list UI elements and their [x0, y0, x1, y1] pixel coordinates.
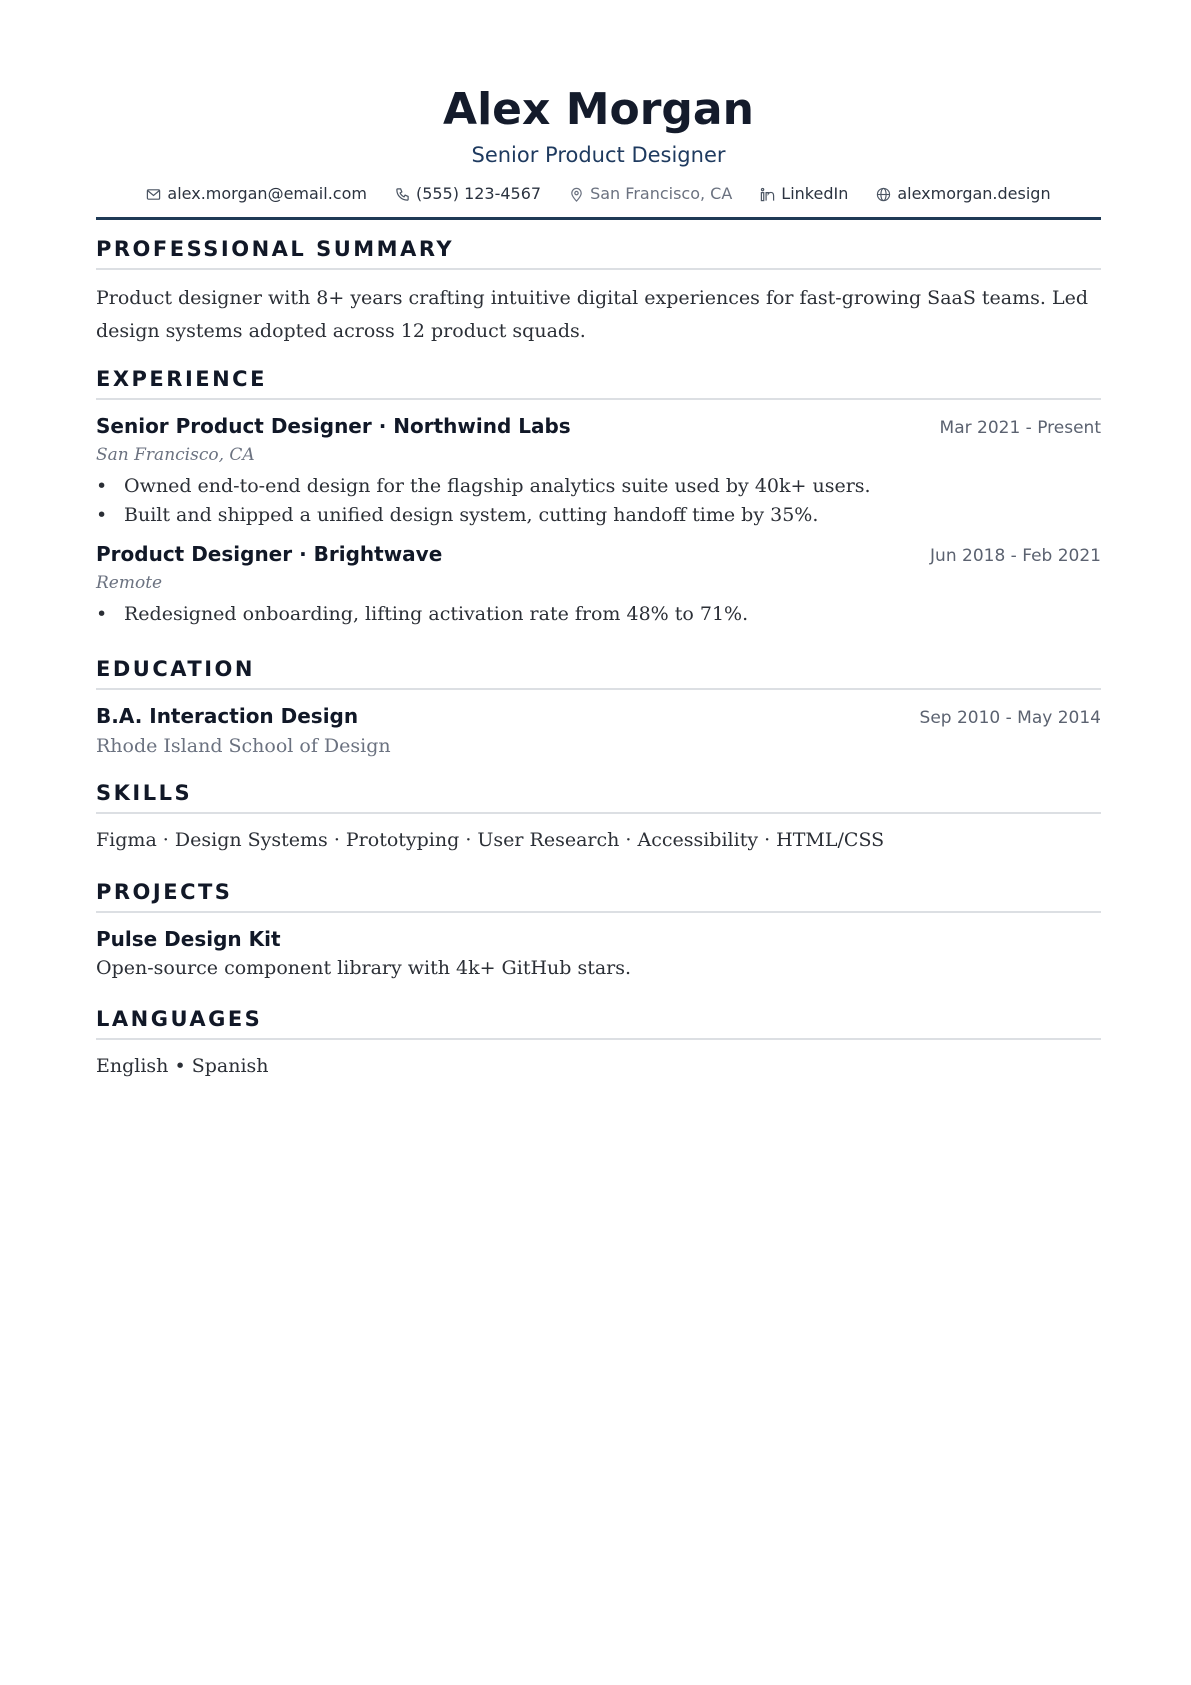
skills-heading: SKILLS: [96, 779, 1101, 814]
summary-heading: PROFESSIONAL SUMMARY: [96, 235, 1101, 270]
education-entry: [96, 702, 1101, 760]
linkedin-text: LinkedIn: [781, 184, 849, 203]
job-bullets: [96, 600, 1101, 629]
languages-heading: LANGUAGES: [96, 1005, 1101, 1040]
phone-text: (555) 123-4567: [415, 184, 542, 203]
header-divider: [96, 217, 1101, 220]
job-title: Senior Product Designer · Northwind Labs: [96, 414, 571, 438]
languages-text: English • Spanish: [96, 1055, 269, 1077]
job-location: Remote: [96, 573, 163, 593]
contact-website[interactable]: [876, 182, 1050, 206]
website-text: alexmorgan.design: [897, 184, 1051, 203]
globe-icon: [876, 187, 891, 202]
experience-section: [96, 365, 1101, 629]
candidate-title: Senior Product Designer: [471, 143, 726, 167]
contact-email[interactable]: [146, 182, 367, 206]
location-text: San Francisco, CA: [590, 184, 733, 203]
education-section: [96, 655, 1101, 760]
job-entry: [96, 412, 1101, 530]
job-bullet: • Redesigned onboarding, lifting activation rate from 48% to 71%.: [96, 600, 1101, 629]
contact-phone[interactable]: [395, 182, 541, 206]
school-name: Rhode Island School of Design: [96, 735, 391, 757]
project-description: Open-source component library with 4k+ GitHub stars.: [96, 957, 632, 979]
education-heading: EDUCATION: [96, 655, 1101, 690]
job-location: San Francisco, CA: [96, 445, 255, 465]
contact-bar: [96, 182, 1101, 206]
contact-location: [569, 182, 732, 206]
job-title: Product Designer · Brightwave: [96, 542, 443, 566]
candidate-name: Alex Morgan: [443, 84, 754, 135]
projects-section: [96, 878, 1101, 983]
phone-icon: [395, 187, 410, 202]
job-dates: Mar 2021 - Present: [939, 418, 1101, 438]
languages-section: [96, 1005, 1101, 1083]
degree: B.A. Interaction Design: [96, 704, 359, 728]
mail-icon: [146, 187, 161, 202]
project-name: Pulse Design Kit: [96, 927, 281, 951]
email-text: alex.morgan@email.com: [167, 184, 367, 203]
linkedin-icon: [760, 187, 775, 202]
job-entry: [96, 540, 1101, 629]
skills-section: [96, 779, 1101, 857]
summary-text: Product designer with 8+ years crafting intuitive digital experiences for fast-growing SaaS teams. Led design systems adopted across 12 product squads.: [96, 287, 1088, 342]
job-dates: Jun 2018 - Feb 2021: [930, 546, 1101, 566]
summary-section: [96, 235, 1101, 348]
job-bullet: • Owned end-to-end design for the flagship analytics suite used by 40k+ users.: [96, 472, 1101, 501]
job-bullets: [96, 472, 1101, 530]
education-dates: Sep 2010 - May 2014: [919, 708, 1101, 728]
contact-linkedin[interactable]: [760, 182, 848, 206]
projects-heading: PROJECTS: [96, 878, 1101, 913]
location-pin-icon: [569, 187, 584, 202]
job-bullet: • Built and shipped a unified design system, cutting handoff time by 35%.: [96, 501, 1101, 530]
skills-text: Figma · Design Systems · Prototyping · User Research · Accessibility · HTML/CSS: [96, 829, 885, 851]
experience-heading: EXPERIENCE: [96, 365, 1101, 400]
